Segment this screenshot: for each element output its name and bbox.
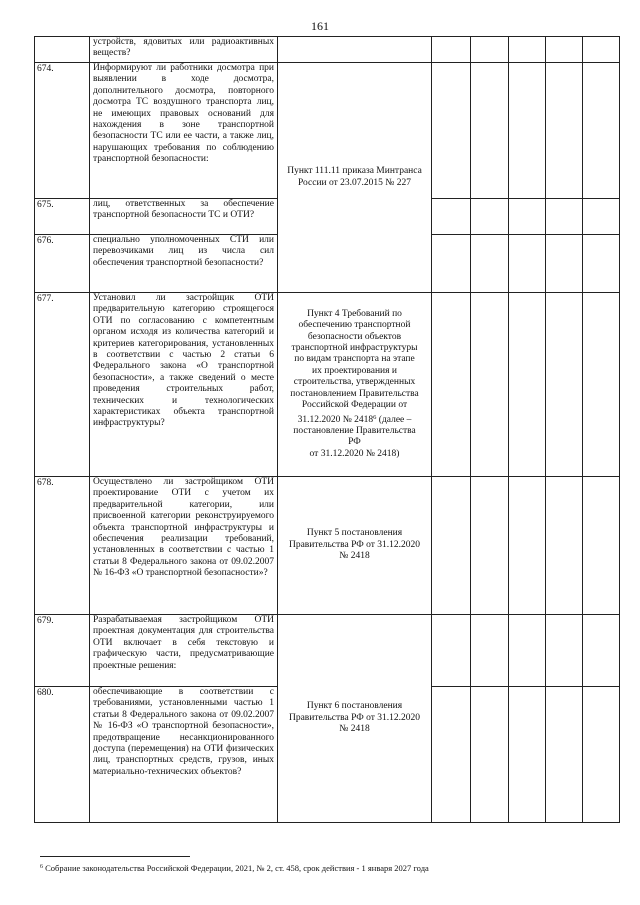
answer-cell	[432, 199, 471, 235]
footnote-mark: 6	[373, 413, 377, 421]
page-number: 161	[311, 19, 329, 33]
row-number: 679.	[35, 615, 90, 687]
answer-cell	[583, 63, 620, 199]
answer-cell	[546, 235, 583, 293]
footnote	[40, 863, 429, 873]
answer-cell	[583, 615, 620, 687]
row-number: 677.	[35, 293, 90, 477]
row-number: 676.	[35, 235, 90, 293]
reference-cell: Пункт 6 постановления Правительства РФ от 31.12.2020 № 2418	[278, 615, 432, 823]
reference-cell: Пункт 5 постановления Правительства РФ от 31.12.2020 № 2418	[278, 477, 432, 615]
question-text: обеспечивающие в соответствии с требованиями, установленными частью 1 статьи 8 Федерального закона от 09.02.2007 № 16-ФЗ «О транспортной безопасности», предотвращение несанкционированного доступа (перемещения) на ОТИ физических лиц, транспортных средств, грузов, иных материально-технических объектов?	[90, 687, 278, 823]
answer-cell	[471, 615, 509, 687]
reference-cell: Пункт 111.11 приказа Минтранса России от 23.07.2015 № 227	[278, 63, 432, 293]
answer-cell	[471, 293, 509, 477]
answer-cell	[546, 63, 583, 199]
row-number: 680.	[35, 687, 90, 823]
question-text: Информируют ли работники досмотра при выявлении в ходе досмотра, дополнительного досмотра, повторного досмотра ТС воздушного транспорта лиц, не имеющих правовых оснований для нахождения в зоне транспортной безопасности ТС или ее части, а также лиц, нарушающих требования по соблюдению транспортной безопасности:	[90, 63, 278, 199]
row-number: 675.	[35, 199, 90, 235]
answer-cell	[509, 477, 546, 615]
answer-cell	[546, 615, 583, 687]
row-number	[35, 37, 90, 63]
answer-cell	[583, 235, 620, 293]
answer-cell	[432, 615, 471, 687]
footnote-text: Собрание законодательства Российской Федерации, 2021, № 2, ст. 458, срок действия - 1 января 2027 года	[45, 863, 429, 873]
answer-cell	[471, 37, 509, 63]
answer-cell	[432, 37, 471, 63]
question-text: Разрабатываемая застройщиком ОТИ проектная документация для строительства ОТИ включает в себя текстовую и графическую части, предусматривающие проектные решения:	[90, 615, 278, 687]
answer-cell	[509, 235, 546, 293]
question-text: специально уполномоченных СТИ или перевозчиками лиц из числа сил обеспечения транспортной безопасности?	[90, 235, 278, 293]
answer-cell	[432, 687, 471, 823]
answer-cell	[509, 37, 546, 63]
checklist-table	[34, 36, 620, 823]
answer-cell	[583, 477, 620, 615]
answer-cell	[546, 687, 583, 823]
answer-cell	[432, 293, 471, 477]
reference-cell: Пункт 4 Требований по обеспечению транспортной безопасности объектов транспортной инфраструктуры по видам транспорта на этапе их проектирования и строительства, утвержденных постановлением Правительства Российской Федерации от 31.12.2020 № 2418$^6$ (далее – постановление Правительства РФ от 31.12.2020 № 2418)	[278, 293, 432, 477]
answer-cell	[509, 293, 546, 477]
answer-cell	[546, 293, 583, 477]
table-row	[35, 63, 620, 199]
table-row	[35, 293, 620, 477]
answer-cell	[509, 63, 546, 199]
table-row	[35, 477, 620, 615]
table-row	[35, 37, 620, 63]
answer-cell	[509, 687, 546, 823]
answer-cell	[546, 199, 583, 235]
answer-cell	[509, 615, 546, 687]
answer-cell	[583, 687, 620, 823]
answer-cell	[546, 37, 583, 63]
question-text: устройств, ядовитых или радиоактивных веществ?	[90, 37, 278, 63]
answer-cell	[432, 63, 471, 199]
reference-cell	[278, 37, 432, 63]
answer-cell	[471, 235, 509, 293]
answer-cell	[471, 63, 509, 199]
answer-cell	[583, 293, 620, 477]
row-number: 678.	[35, 477, 90, 615]
answer-cell	[471, 477, 509, 615]
answer-cell	[583, 37, 620, 63]
footnote-mark: 6	[40, 864, 43, 870]
answer-cell	[471, 687, 509, 823]
table-row	[35, 615, 620, 687]
answer-cell	[432, 477, 471, 615]
answer-cell	[432, 235, 471, 293]
question-text: Осуществлено ли застройщиком ОТИ проектирование ОТИ с учетом их предварительной категории, или присвоенной категории реконструируемого объекта транспортной инфраструктуры и обеспечения реализации требований, установленных в соответствии с частью 1 статьи 8 Федерального закона от 09.02.2007 № 16-ФЗ «О транспортной безопасности»?	[90, 477, 278, 615]
answer-cell	[546, 477, 583, 615]
question-text: Установил ли застройщик ОТИ предварительную категорию строящегося ОТИ по согласованию с компетентным органом исходя из количества категорий и критериев категорирования, установленных в соответствии с частью 2 статьи 6 Федерального закона «О транспортной безопасности», а также сведений о месте проведения строительных работ, технических и технологических характеристиках объекта транспортной инфраструктуры?	[90, 293, 278, 477]
answer-cell	[471, 199, 509, 235]
footnote-separator	[40, 856, 190, 857]
answer-cell	[509, 199, 546, 235]
row-number: 674.	[35, 63, 90, 199]
question-text: лиц, ответственных за обеспечение транспортной безопасности ТС и ОТИ?	[90, 199, 278, 235]
answer-cell	[583, 199, 620, 235]
